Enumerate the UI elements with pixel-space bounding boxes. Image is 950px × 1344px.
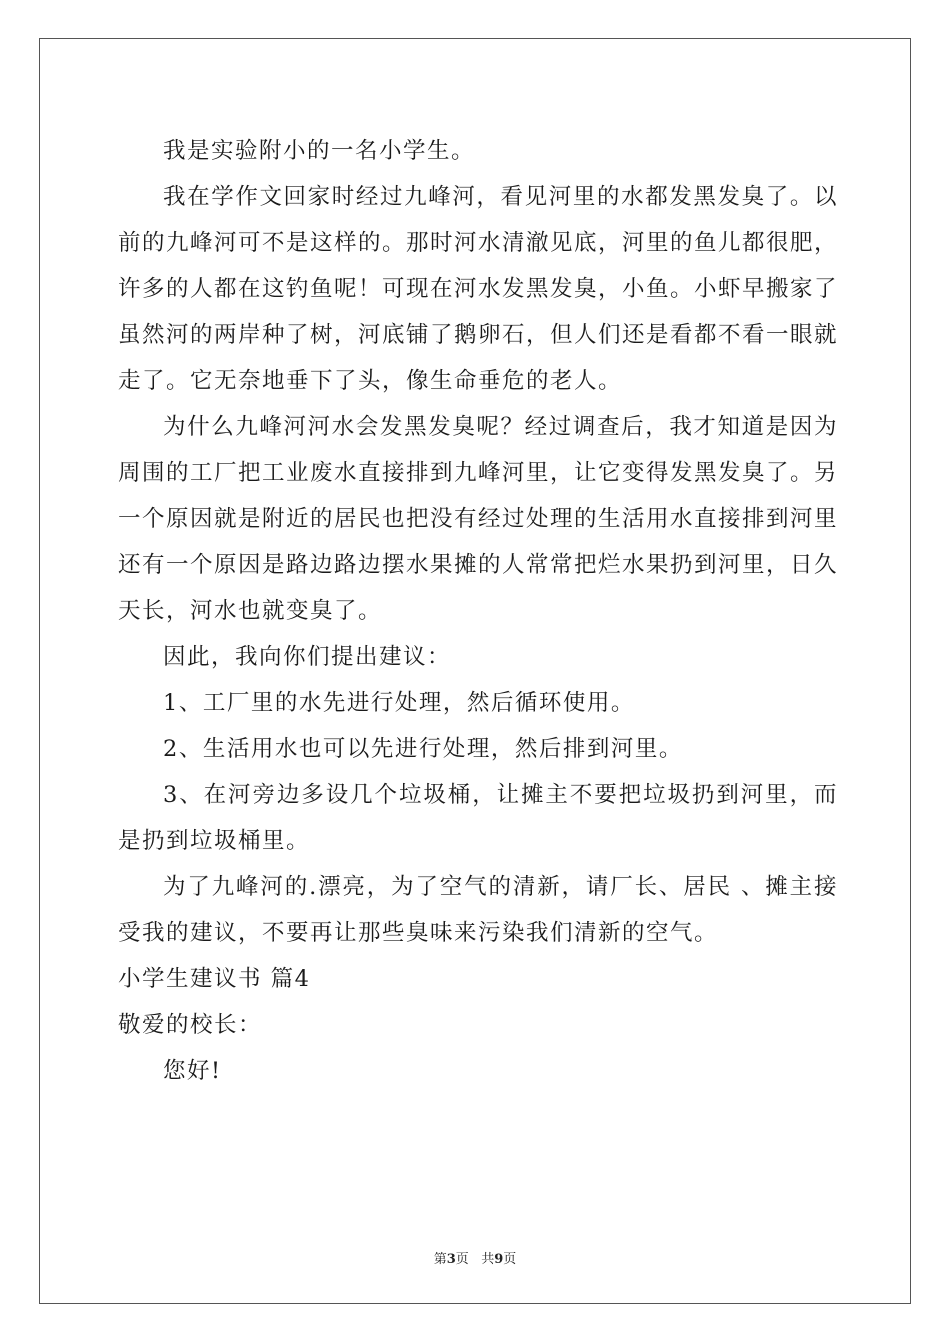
paragraph-intro: 我是实验附小的一名小学生。 — [163, 138, 476, 164]
document-body — [118, 128, 838, 1094]
footer-mid: 页 共 — [455, 1252, 495, 1267]
paragraph-river-description: 我在学作文回家时经过九峰河，看见河里的水都发黑发臭了。以前的九峰河可不是这样的。那时河水清澈见底，河里的鱼儿都很肥，许多的人都在这钓鱼呢！可现在河水发黑发臭，小鱼。小虾早搬家了虽然河的两岸种了树，河底铺了鹅卵石，但人们还是看都不看一眼就走了。它无奈地垂下了头，像生命垂危的老人。 — [118, 184, 839, 394]
paragraph-suggestion-lead: 因此，我向你们提出建议： — [163, 644, 452, 670]
page-footer — [0, 1248, 950, 1267]
suggestion-item-1: 1、工厂里的水先进行处理，然后循环使用。 — [163, 690, 635, 716]
section-heading: 小学生建议书 篇4 — [118, 966, 311, 992]
salutation: 敬爱的校长： — [118, 1012, 263, 1038]
footer-suffix: 页 — [503, 1252, 517, 1267]
footer-prefix: 第 — [433, 1252, 447, 1267]
footer-page-number: 3 — [446, 1252, 456, 1267]
paragraph-causes: 为什么九峰河河水会发黑发臭呢？经过调查后，我才知道是因为周围的工厂把工业废水直接排到九峰河里，让它变得发黑发臭了。另一个原因就是附近的居民也把没有经过处理的生活用水直接排到河里还有一个原因是路边路边摆水果摊的人常常把烂水果扔到河里，日久天长，河水也就变臭了。 — [118, 414, 839, 624]
paragraph-closing: 为了九峰河的.漂亮，为了空气的清新，请厂长、居民 、摊主接受我的建议，不要再让那些臭味来污染我们清新的空气。 — [118, 874, 838, 946]
greeting: 您好! — [163, 1058, 222, 1084]
suggestion-item-2: 2、生活用水也可以先进行处理，然后排到河里。 — [163, 736, 683, 762]
footer-total-pages: 9 — [494, 1252, 504, 1267]
suggestion-item-3: 3、在河旁边多设几个垃圾桶，让摊主不要把垃圾扔到河里，而是扔到垃圾桶里。 — [118, 782, 838, 854]
